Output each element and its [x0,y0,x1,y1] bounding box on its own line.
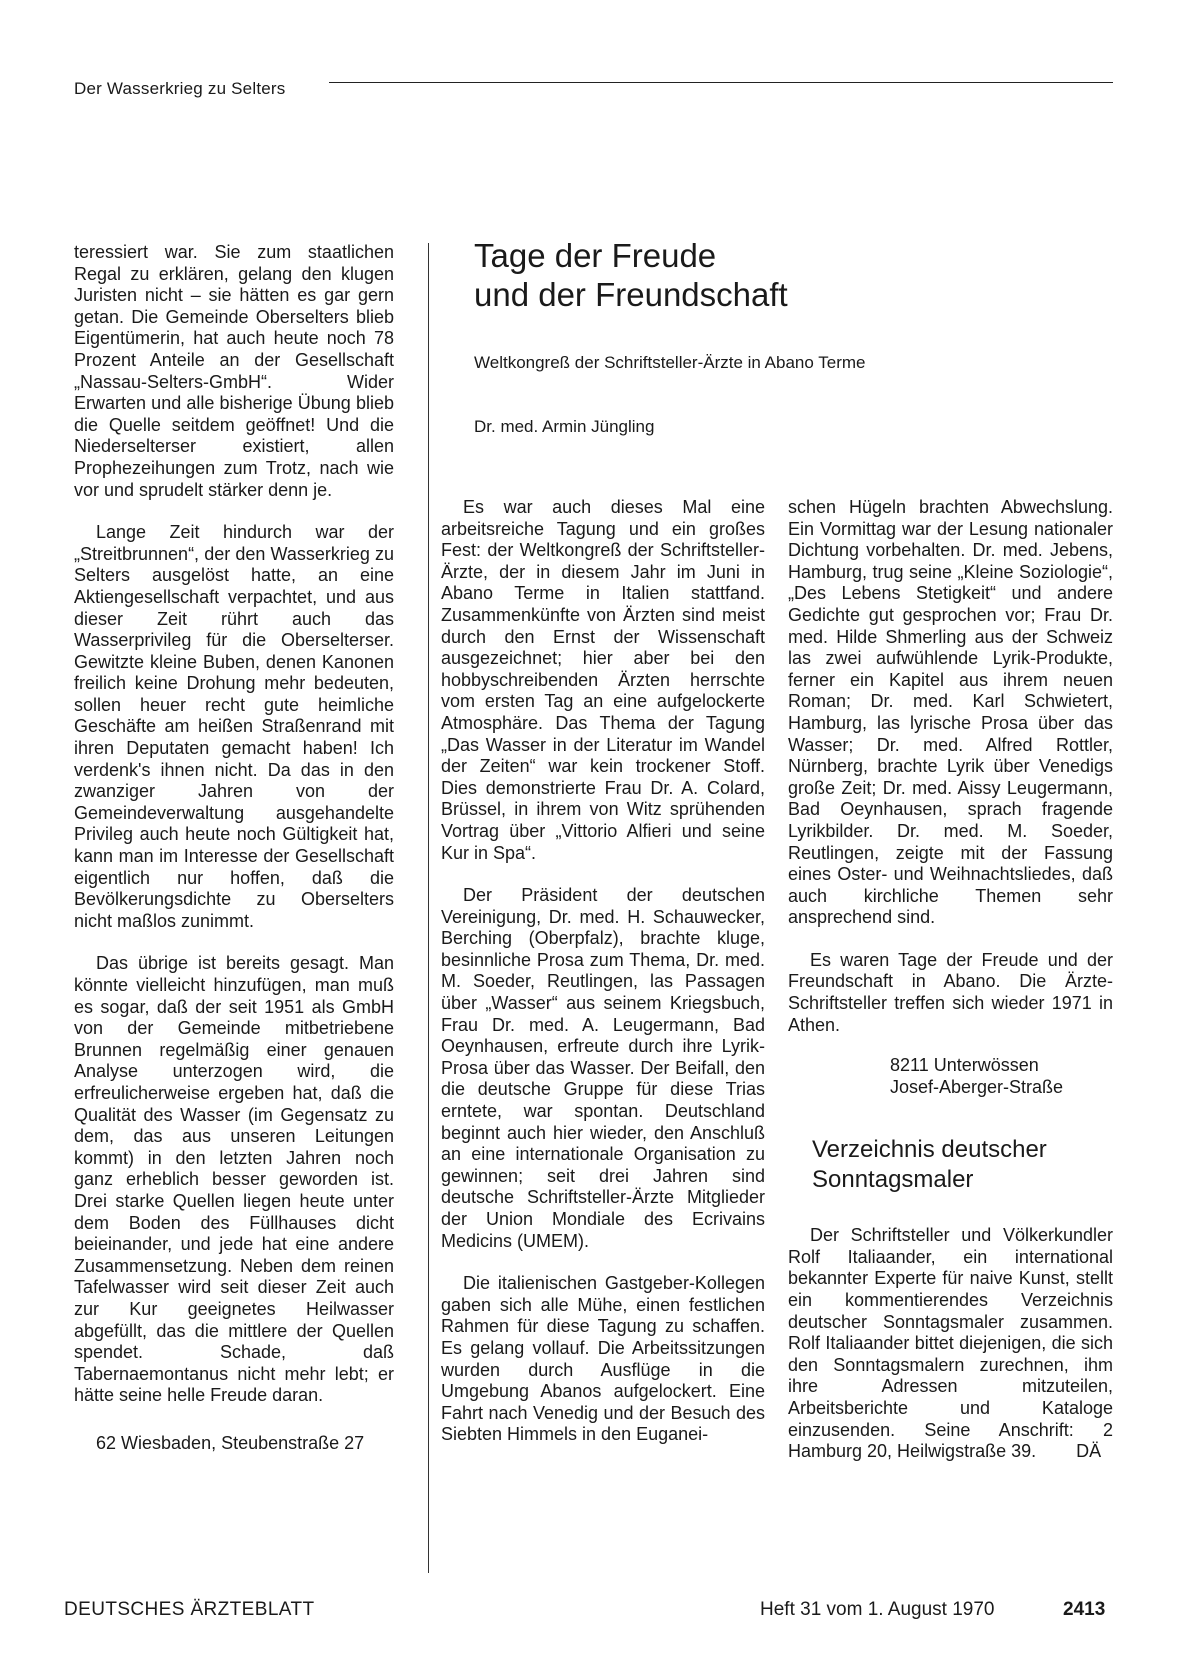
left-signature: 62 Wiesbaden, Steubenstraße 27 [96,1432,365,1453]
article-title-line-2: und der Freundschaft [474,276,788,313]
article-title-line-1: Tage der Freude [474,237,717,274]
address-line-1: 8211 Unterwössen [890,1055,1039,1076]
left-paragraph-3: Das übrige ist bereits gesagt. Man könnte vielleicht hinzufügen, man muß es sogar, daß der seit 1951 als GmbH von der Gemeinde mitbetriebene Brunnen regelmäßig einer genauen Analyse unterzogen wird, die erfreulicherweise ergeben hat, daß die Qualität des Wasser (im Gegensatz zu dem, das aus unseren Leitungen kommt) in den letzten Jahren noch ganz erheblich besser geworden ist. Drei starke Quellen liegen heute unter dem Boden des Füllhauses dicht beieinander, und jede hat eine andere Zusammensetzung. Neben dem reinen Tafelwasser wird seit dieser Zeit auch zur Kur geeignetes Heilwasser abgefüllt, das die mittlere der Quellen spendet. Schade, daß Tabernaemontanus nicht mehr lebt; er hätte seine helle Freude daran. [74,953,394,1406]
middle-paragraph-1: Es war auch dieses Mal eine arbeitsreiche Tagung und ein großes Fest: der Weltkongreß der Schriftsteller-Ärzte, der in diesem Jahr im Juni in Abano Terme in Italien stattfand. Zusammenkünfte von Ärzten sind meist durch den Ernst der Wissenschaft ausgezeichnet; hier aber bei den hobbyschreibenden Ärzten herrschte vom ersten Tag an eine aufgelockerte Atmosphäre. Das Thema der Tagung „Das Wasser in der Literatur im Wandel der Zeiten“ war kein trockener Stoff. Dies demonstrierte Frau Dr. A. Colard, Brüssel, in ihrem von Witz sprühenden Vortrag über „Vittorio Alfieri und seine Kur in Spa“. [441,497,765,863]
footer-page-number: 2413 [1063,1599,1106,1620]
right-paragraph-1: schen Hügeln brachten Abwechslung. Ein Vormittag war der Lesung nationaler Dichtung vorbehalten. Dr. med. Jebens, Hamburg, trug seine „Kleine Soziologie“, „Des Lebens Stetigkeit“ und andere Gedichte gut gesprochen vor; Frau Dr. med. Hilde Shmerling aus der Schweiz las zwei aufwühlende Lyrik-Produkte, ferner ein Kapitel aus ihrem neuen Roman; Dr. med. Karl Schwietert, Hamburg, las lyrische Prosa über das Wasser; Dr. med. Alfred Rottler, Nürnberg, brachte Lyrik über Venedigs große Zeit; Dr. med. Aissy Leugermann, Bad Oeynhausen, sprach fragende Lyrikbilder. Dr. med. M. Soeder, Reutlingen, zeigte mit der Fassung eines Oster- und Weihnachtsliedes, daß auch kirchliche Themen sehr ansprechend sind. [788,497,1113,928]
section-sign: DÄ [1076,1441,1102,1462]
section-title [812,1135,1113,1195]
column-divider [428,243,429,1573]
footer-issue: Heft 31 vom 1. August 1970 [760,1599,995,1620]
section-title-line-1: Verzeichnis deutscher [812,1136,1047,1164]
left-column [74,242,394,1454]
address-line-2: Josef-Aberger-Straße [890,1077,1064,1098]
left-paragraph-2: Lange Zeit hindurch war der „Streitbrunnen“, der den Wasserkrieg zu Selters ausgelöst hatte, an eine Aktiengesellschaft verpachtet, und aus dieser Zeit rührt auch das Wasserprivileg für die Oberselterser. Gewitzte kleine Buben, denen Kanonen freilich keine Drohung mehr bedeuten, sollen heuer recht gute heimliche Geschäfte am heißen Straßenrand mit ihren Deputaten gemacht haben! Ich verdenk's ihnen nicht. Da das in den zwanziger Jahren von der Gemeindeverwaltung ausgehandelte Privileg auch heute noch Gültigkeit hat, kann man im Interesse der Gesellschaft eigentlich nur hoffen, daß die Bevölkerungsdichte zu Oberselters nicht maßlos zunimmt. [74,522,394,931]
article-title [474,236,788,314]
running-head: Der Wasserkrieg zu Selters [74,79,286,98]
right-column [788,497,1113,1463]
article-author: Dr. med. Armin Jüngling [474,417,655,436]
section-title-line-2: Sonntagsmaler [812,1166,974,1194]
author-address [890,1054,1113,1098]
header-rule [329,82,1113,83]
middle-paragraph-3: Die italienischen Gastgeber-Kollegen gaben sich alle Mühe, einen festlichen Rahmen für diese Tagung zu schaffen. Es gelang vollauf. Die Arbeitssitzungen wurden durch Ausflüge in die Umgebung Abanos aufgelockert. Eine Fahrt nach Venedig und der Besuch des Siebten Himmels in den Euganei- [441,1273,765,1445]
article-subtitle: Weltkongreß der Schriftsteller-Ärzte in Abano Terme [474,353,866,372]
section-paragraph-text: Der Schriftsteller und Völkerkundler Rolf Italiaander, ein international bekannter Experte für naive Kunst, stellt ein kommentierendes Verzeichnis deutscher Sonntagsmaler zusammen. Rolf Italiaander bittet diejenigen, die sich den Sonntagsmalern zurechnen, ihm ihre Adressen mitzuteilen, Arbeitsberichte und Kataloge einzusenden. Seine Anschrift: 2 Hamburg 20, Heilwigstraße 39. [788,1225,1113,1462]
left-paragraph-1: teressiert war. Sie zum staatlichen Regal zu erklären, gelang den klugen Juristen nicht – sie hätten es gar gern getan. Die Gemeinde Oberselters blieb Eigentümerin, hat auch heute noch 78 Prozent Anteile an der Gesellschaft „Nassau-Selters-GmbH“. Wider Erwarten und alle bisherige Übung blieb die Quelle seitdem geöffnet! Und die Niederselterser existiert, allen Prophezeihungen zum Trotz, nach wie vor und sprudelt stärker denn je. [74,242,394,500]
right-paragraph-2: Es waren Tage der Freude und der Freundschaft in Abano. Die Ärzte-Schriftsteller treffen sich wieder 1971 in Athen. [788,949,1113,1035]
footer-journal: DEUTSCHES ÄRZTEBLATT [64,1599,315,1620]
section-paragraph [788,1225,1113,1463]
middle-paragraph-2: Der Präsident der deutschen Vereinigung, Dr. med. H. Schauwecker, Berching (Oberpfalz), brachte kluge, besinnliche Prosa zum Thema, Dr. med. M. Soeder, Reutlingen, las Passagen über „Wasser“ aus seinem Kriegsbuch, Frau Dr. med. A. Leugermann, Bad Oeynhausen, erfreute durch ihre Lyrik-Prosa über das Wasser. Der Beifall, den die deutsche Gruppe für diese Trias erntete, war spontan. Deutschland beginnt auch hier wieder, den Anschluß an eine internationale Organisation zu gewinnen; seit drei Jahren sind deutsche Schriftsteller-Ärzte Mitglieder der Union Mondiale des Ecrivains Medicins (UMEM). [441,885,765,1251]
middle-column [441,497,765,1446]
